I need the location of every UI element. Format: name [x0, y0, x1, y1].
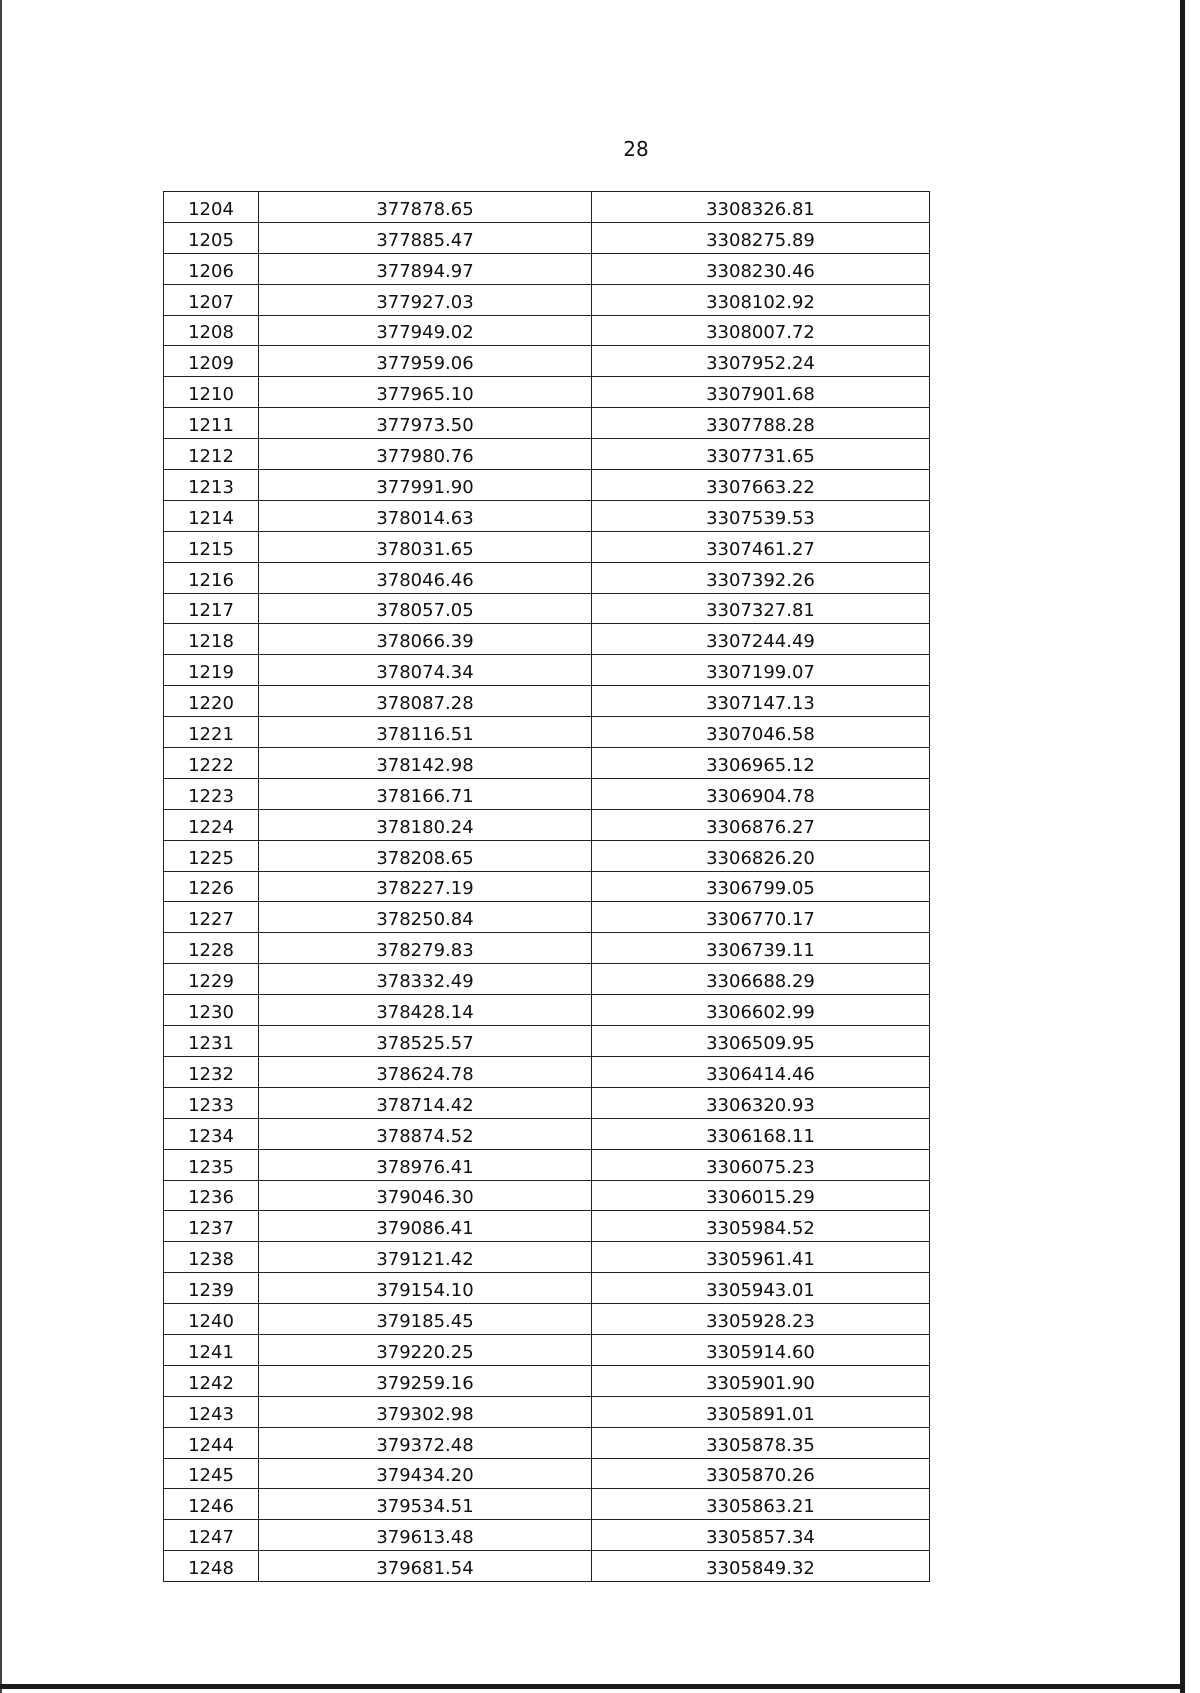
point-id-cell: 1215 [164, 531, 259, 562]
point-id-cell: 1220 [164, 686, 259, 717]
x-coordinate-cell: 379372.48 [259, 1427, 592, 1458]
point-id-cell: 1236 [164, 1180, 259, 1211]
y-coordinate-cell: 3308102.92 [592, 284, 930, 315]
x-coordinate-cell: 378066.39 [259, 624, 592, 655]
y-coordinate-cell: 3306168.11 [592, 1118, 930, 1149]
table-row [164, 933, 930, 964]
scan-right-edge [1180, 0, 1185, 1693]
x-coordinate-cell: 379259.16 [259, 1365, 592, 1396]
point-id-cell: 1241 [164, 1334, 259, 1365]
y-coordinate-cell: 3307461.27 [592, 531, 930, 562]
x-coordinate-cell: 379534.51 [259, 1489, 592, 1520]
y-coordinate-cell: 3305928.23 [592, 1304, 930, 1335]
point-id-cell: 1230 [164, 995, 259, 1026]
point-id-cell: 1243 [164, 1396, 259, 1427]
x-coordinate-cell: 379302.98 [259, 1396, 592, 1427]
table-row [164, 1211, 930, 1242]
point-id-cell: 1204 [164, 192, 259, 223]
point-id-cell: 1225 [164, 840, 259, 871]
point-id-cell: 1210 [164, 377, 259, 408]
x-coordinate-cell: 378332.49 [259, 964, 592, 995]
table-row [164, 1458, 930, 1489]
point-id-cell: 1231 [164, 1026, 259, 1057]
table-row [164, 408, 930, 439]
point-id-cell: 1213 [164, 470, 259, 501]
x-coordinate-cell: 377927.03 [259, 284, 592, 315]
y-coordinate-cell: 3306770.17 [592, 902, 930, 933]
table-row [164, 995, 930, 1026]
table-row [164, 871, 930, 902]
table-row [164, 1273, 930, 1304]
x-coordinate-cell: 377894.97 [259, 253, 592, 284]
table-row [164, 253, 930, 284]
point-id-cell: 1218 [164, 624, 259, 655]
table-row [164, 1026, 930, 1057]
y-coordinate-cell: 3305914.60 [592, 1334, 930, 1365]
y-coordinate-cell: 3306799.05 [592, 871, 930, 902]
x-coordinate-cell: 379086.41 [259, 1211, 592, 1242]
x-coordinate-cell: 379613.48 [259, 1520, 592, 1551]
point-id-cell: 1235 [164, 1149, 259, 1180]
y-coordinate-cell: 3305878.35 [592, 1427, 930, 1458]
y-coordinate-cell: 3305961.41 [592, 1242, 930, 1273]
x-coordinate-cell: 378714.42 [259, 1087, 592, 1118]
table-row [164, 377, 930, 408]
point-id-cell: 1219 [164, 655, 259, 686]
x-coordinate-cell: 378180.24 [259, 809, 592, 840]
x-coordinate-cell: 377965.10 [259, 377, 592, 408]
table-row [164, 1149, 930, 1180]
point-id-cell: 1224 [164, 809, 259, 840]
y-coordinate-cell: 3306320.93 [592, 1087, 930, 1118]
point-id-cell: 1238 [164, 1242, 259, 1273]
table-row [164, 778, 930, 809]
point-id-cell: 1214 [164, 500, 259, 531]
y-coordinate-cell: 3306015.29 [592, 1180, 930, 1211]
table-row [164, 1520, 930, 1551]
y-coordinate-cell: 3306904.78 [592, 778, 930, 809]
point-id-cell: 1239 [164, 1273, 259, 1304]
table-row [164, 717, 930, 748]
table-row [164, 1056, 930, 1087]
x-coordinate-cell: 378031.65 [259, 531, 592, 562]
point-id-cell: 1216 [164, 562, 259, 593]
x-coordinate-cell: 377973.50 [259, 408, 592, 439]
point-id-cell: 1227 [164, 902, 259, 933]
x-coordinate-cell: 378074.34 [259, 655, 592, 686]
x-coordinate-cell: 378976.41 [259, 1149, 592, 1180]
y-coordinate-cell: 3306739.11 [592, 933, 930, 964]
x-coordinate-cell: 378116.51 [259, 717, 592, 748]
table-row [164, 748, 930, 779]
y-coordinate-cell: 3305984.52 [592, 1211, 930, 1242]
table-row [164, 686, 930, 717]
scan-bottom-edge [0, 1684, 1185, 1689]
y-coordinate-cell: 3306602.99 [592, 995, 930, 1026]
x-coordinate-cell: 378525.57 [259, 1026, 592, 1057]
x-coordinate-cell: 378087.28 [259, 686, 592, 717]
x-coordinate-cell: 378208.65 [259, 840, 592, 871]
point-id-cell: 1206 [164, 253, 259, 284]
x-coordinate-cell: 377959.06 [259, 346, 592, 377]
point-id-cell: 1226 [164, 871, 259, 902]
coordinates-table [163, 191, 930, 1582]
table-row [164, 593, 930, 624]
table-row [164, 531, 930, 562]
point-id-cell: 1211 [164, 408, 259, 439]
table-row [164, 439, 930, 470]
point-id-cell: 1248 [164, 1551, 259, 1582]
table-row [164, 655, 930, 686]
x-coordinate-cell: 379681.54 [259, 1551, 592, 1582]
table-row [164, 1118, 930, 1149]
x-coordinate-cell: 379121.42 [259, 1242, 592, 1273]
x-coordinate-cell: 379046.30 [259, 1180, 592, 1211]
y-coordinate-cell: 3305891.01 [592, 1396, 930, 1427]
y-coordinate-cell: 3306075.23 [592, 1149, 930, 1180]
x-coordinate-cell: 378014.63 [259, 500, 592, 531]
point-id-cell: 1212 [164, 439, 259, 470]
table-row [164, 562, 930, 593]
table-row [164, 1334, 930, 1365]
x-coordinate-cell: 378250.84 [259, 902, 592, 933]
x-coordinate-cell: 377885.47 [259, 222, 592, 253]
table-row [164, 1180, 930, 1211]
point-id-cell: 1245 [164, 1458, 259, 1489]
table-row [164, 1087, 930, 1118]
x-coordinate-cell: 378874.52 [259, 1118, 592, 1149]
y-coordinate-cell: 3308007.72 [592, 315, 930, 346]
table-row [164, 346, 930, 377]
y-coordinate-cell: 3306688.29 [592, 964, 930, 995]
point-id-cell: 1232 [164, 1056, 259, 1087]
y-coordinate-cell: 3306826.20 [592, 840, 930, 871]
table-row [164, 809, 930, 840]
point-id-cell: 1233 [164, 1087, 259, 1118]
scan-left-edge [0, 0, 2, 1693]
y-coordinate-cell: 3307901.68 [592, 377, 930, 408]
x-coordinate-cell: 378057.05 [259, 593, 592, 624]
y-coordinate-cell: 3307147.13 [592, 686, 930, 717]
x-coordinate-cell: 379154.10 [259, 1273, 592, 1304]
x-coordinate-cell: 377991.90 [259, 470, 592, 501]
x-coordinate-cell: 377949.02 [259, 315, 592, 346]
x-coordinate-cell: 377878.65 [259, 192, 592, 223]
y-coordinate-cell: 3307952.24 [592, 346, 930, 377]
y-coordinate-cell: 3306965.12 [592, 748, 930, 779]
x-coordinate-cell: 378624.78 [259, 1056, 592, 1087]
point-id-cell: 1209 [164, 346, 259, 377]
point-id-cell: 1244 [164, 1427, 259, 1458]
table-row [164, 192, 930, 223]
y-coordinate-cell: 3306876.27 [592, 809, 930, 840]
x-coordinate-cell: 378142.98 [259, 748, 592, 779]
point-id-cell: 1207 [164, 284, 259, 315]
x-coordinate-cell: 378428.14 [259, 995, 592, 1026]
table-row [164, 1304, 930, 1335]
table-row [164, 1427, 930, 1458]
x-coordinate-cell: 378166.71 [259, 778, 592, 809]
y-coordinate-cell: 3305870.26 [592, 1458, 930, 1489]
point-id-cell: 1246 [164, 1489, 259, 1520]
table-row [164, 222, 930, 253]
point-id-cell: 1242 [164, 1365, 259, 1396]
point-id-cell: 1217 [164, 593, 259, 624]
y-coordinate-cell: 3306414.46 [592, 1056, 930, 1087]
table-row [164, 902, 930, 933]
y-coordinate-cell: 3307327.81 [592, 593, 930, 624]
y-coordinate-cell: 3307392.26 [592, 562, 930, 593]
y-coordinate-cell: 3305943.01 [592, 1273, 930, 1304]
y-coordinate-cell: 3307731.65 [592, 439, 930, 470]
point-id-cell: 1208 [164, 315, 259, 346]
table-row [164, 470, 930, 501]
y-coordinate-cell: 3305857.34 [592, 1520, 930, 1551]
x-coordinate-cell: 378279.83 [259, 933, 592, 964]
table-row [164, 1396, 930, 1427]
point-id-cell: 1229 [164, 964, 259, 995]
point-id-cell: 1222 [164, 748, 259, 779]
x-coordinate-cell: 378227.19 [259, 871, 592, 902]
table-row [164, 1489, 930, 1520]
y-coordinate-cell: 3307539.53 [592, 500, 930, 531]
table-row [164, 964, 930, 995]
y-coordinate-cell: 3308230.46 [592, 253, 930, 284]
table-row [164, 500, 930, 531]
page-number: 28 [623, 137, 649, 161]
y-coordinate-cell: 3305901.90 [592, 1365, 930, 1396]
table-row [164, 1242, 930, 1273]
coordinates-table-body [164, 192, 930, 1582]
y-coordinate-cell: 3307663.22 [592, 470, 930, 501]
y-coordinate-cell: 3305863.21 [592, 1489, 930, 1520]
y-coordinate-cell: 3307788.28 [592, 408, 930, 439]
y-coordinate-cell: 3308275.89 [592, 222, 930, 253]
table-row [164, 840, 930, 871]
x-coordinate-cell: 378046.46 [259, 562, 592, 593]
point-id-cell: 1234 [164, 1118, 259, 1149]
table-row [164, 1551, 930, 1582]
y-coordinate-cell: 3307199.07 [592, 655, 930, 686]
y-coordinate-cell: 3305849.32 [592, 1551, 930, 1582]
y-coordinate-cell: 3307046.58 [592, 717, 930, 748]
y-coordinate-cell: 3306509.95 [592, 1026, 930, 1057]
x-coordinate-cell: 379434.20 [259, 1458, 592, 1489]
table-row [164, 1365, 930, 1396]
table-row [164, 284, 930, 315]
point-id-cell: 1205 [164, 222, 259, 253]
x-coordinate-cell: 379185.45 [259, 1304, 592, 1335]
point-id-cell: 1237 [164, 1211, 259, 1242]
y-coordinate-cell: 3307244.49 [592, 624, 930, 655]
table-row [164, 624, 930, 655]
point-id-cell: 1240 [164, 1304, 259, 1335]
x-coordinate-cell: 377980.76 [259, 439, 592, 470]
point-id-cell: 1221 [164, 717, 259, 748]
point-id-cell: 1247 [164, 1520, 259, 1551]
point-id-cell: 1223 [164, 778, 259, 809]
table-row [164, 315, 930, 346]
x-coordinate-cell: 379220.25 [259, 1334, 592, 1365]
point-id-cell: 1228 [164, 933, 259, 964]
y-coordinate-cell: 3308326.81 [592, 192, 930, 223]
